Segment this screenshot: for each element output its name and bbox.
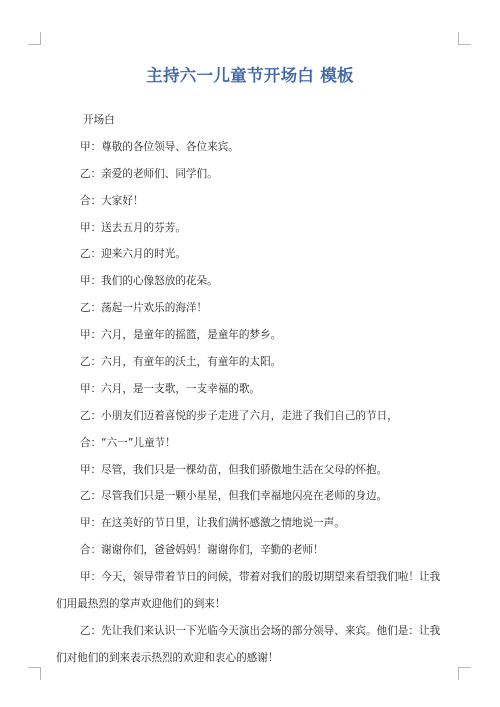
script-line: 甲：尽管，我们只是一棵幼苗，但我们骄傲地生活在父母的怀抱。: [80, 463, 388, 476]
document-title: 主持六一儿童节开场白 模板: [146, 66, 354, 85]
script-line: 甲：六月，是童年的摇篮，是童年的梦乡。: [80, 329, 282, 342]
script-line: 合：谢谢你们，爸爸妈妈！谢谢你们，辛勤的老师！: [80, 544, 324, 557]
document-body: [56, 113, 456, 678]
script-line: 合：大家好！: [80, 194, 144, 207]
script-line: 甲：送去五月的芬芳。: [80, 221, 186, 234]
script-line: 乙：荡起一片欢乐的海洋！: [80, 302, 208, 315]
crop-mark-bottom-left: [28, 667, 41, 680]
script-line: 乙：迎来六月的时光。: [80, 248, 186, 261]
script-line: 乙：小朋友们迈着喜悦的步子走进了六月，走进了我们自己的节日，: [80, 409, 398, 422]
script-line: 甲：我们的心像怒放的花朵。: [80, 275, 218, 288]
crop-mark-top-left: [28, 32, 41, 45]
script-line: 甲：六月，是一支歌，一支幸福的歌。: [80, 382, 261, 395]
script-paragraph: 甲：今天，领导带着节日的问候，带着对我们的殷切期望来看望我们啦！让我们用最热烈的掌声欢迎他们的到来！: [56, 571, 441, 611]
crop-mark-top-right: [458, 32, 471, 45]
script-line: 甲：在这美好的节日里，让我们满怀感激之情地说一声。: [80, 517, 345, 530]
script-paragraph: 乙：先让我们来认识一下光临今天演出会场的部分领导、来宾。他们是：让我们对他们的到来表示热烈的欢迎和衷心的感谢！: [56, 624, 441, 664]
script-line: 乙：亲爱的老师们、同学们。: [80, 167, 218, 180]
script-line: 乙：六月，有童年的沃土，有童年的太阳。: [80, 356, 282, 369]
script-line: 合：“六一”儿童节！: [80, 436, 176, 449]
script-line: 乙：尽管我们只是一颗小星星，但我们幸福地闪亮在老师的身边。: [80, 490, 388, 503]
crop-mark-bottom-right: [458, 667, 471, 680]
section-heading: 开场白: [83, 114, 115, 126]
script-line: 甲：尊敬的各位领导、各位来宾。: [80, 140, 239, 153]
